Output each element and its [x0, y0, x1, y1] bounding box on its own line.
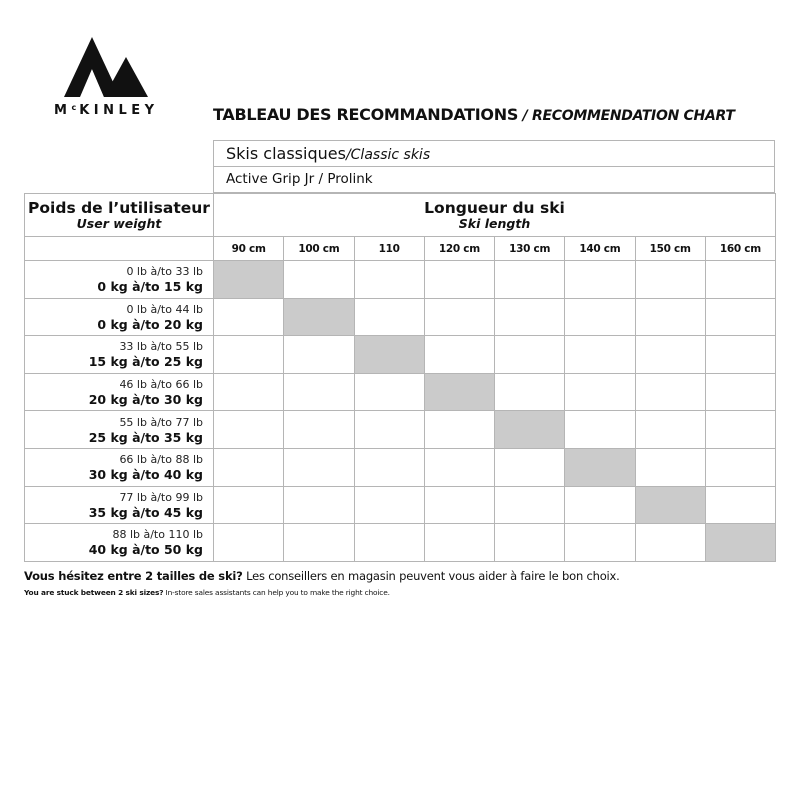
- table-row: [25, 261, 776, 299]
- empty-cell: [354, 298, 424, 336]
- empty-cell: [635, 524, 705, 562]
- weight-kg: 25 kg à/to 35 kg: [88, 429, 203, 445]
- table-row: [25, 373, 776, 411]
- empty-cell: [214, 298, 284, 336]
- empty-cell: [284, 448, 354, 486]
- weight-kg: 20 kg à/to 30 kg: [88, 392, 203, 408]
- weight-lb: 46 lb à/to 66 lb: [119, 378, 203, 392]
- recommended-cell: [354, 336, 424, 374]
- column-header: 90 cm: [214, 237, 284, 261]
- empty-cell: [705, 411, 775, 449]
- empty-cell: [424, 486, 494, 524]
- weight-lb: 55 lb à/to 77 lb: [119, 415, 203, 429]
- table-row: [25, 411, 776, 449]
- page-title: [213, 105, 735, 124]
- header-row: [25, 194, 776, 237]
- weight-kg: 40 kg à/to 50 kg: [88, 542, 203, 558]
- empty-cell: [565, 336, 635, 374]
- empty-cell: [284, 524, 354, 562]
- empty-cell: [705, 373, 775, 411]
- weight-kg: 0 kg à/to 20 kg: [97, 316, 203, 332]
- length-header-en: Ski length: [458, 215, 531, 231]
- empty-cell: [354, 486, 424, 524]
- recommended-cell: [635, 486, 705, 524]
- table-row: [25, 524, 776, 562]
- column-header: 100 cm: [284, 237, 354, 261]
- table-row: [25, 448, 776, 486]
- advice-note-fr: [24, 569, 620, 583]
- empty-cell: [705, 336, 775, 374]
- category-fr: Skis classiques: [226, 144, 346, 163]
- empty-cell: [495, 448, 565, 486]
- empty-cell: [495, 336, 565, 374]
- empty-cell: [354, 411, 424, 449]
- column-header: 110: [354, 237, 424, 261]
- empty-cell: [424, 411, 494, 449]
- column-header: 130 cm: [495, 237, 565, 261]
- recommendation-table: [24, 193, 776, 562]
- empty-cell: [635, 448, 705, 486]
- empty-cell: [284, 486, 354, 524]
- weight-lb: 66 lb à/to 88 lb: [119, 453, 203, 467]
- empty-cell: [705, 298, 775, 336]
- empty-cell: [635, 411, 705, 449]
- category-en: Classic skis: [350, 147, 431, 163]
- empty-cell: [354, 261, 424, 299]
- empty-cell: [284, 336, 354, 374]
- mountain-peaks-icon: [64, 36, 148, 98]
- weight-header: [25, 194, 214, 237]
- empty-cell: [705, 448, 775, 486]
- column-header: 140 cm: [565, 237, 635, 261]
- advice-fr-rest: Les conseillers en magasin peuvent vous aider à faire le bon choix.: [242, 569, 620, 583]
- table-row: [25, 336, 776, 374]
- weight-range-cell: [25, 486, 214, 524]
- weight-range-cell: [25, 411, 214, 449]
- brand-name-prefix: M: [54, 103, 72, 118]
- weight-lb: 33 lb à/to 55 lb: [119, 340, 203, 354]
- empty-cell: [635, 373, 705, 411]
- empty-cell: [565, 486, 635, 524]
- empty-cell: [495, 373, 565, 411]
- weight-header-en: User weight: [76, 215, 162, 231]
- column-header-row: [25, 237, 776, 261]
- empty-cell: [214, 336, 284, 374]
- empty-cell: [214, 448, 284, 486]
- length-header-fr: Longueur du ski: [424, 198, 565, 217]
- table-row: [25, 298, 776, 336]
- length-header: [214, 194, 776, 237]
- empty-cell: [424, 524, 494, 562]
- empty-cell: [495, 261, 565, 299]
- recommended-cell: [284, 298, 354, 336]
- empty-cell: [424, 336, 494, 374]
- brand-name: [54, 103, 159, 118]
- weight-kg: 0 kg à/to 15 kg: [97, 279, 203, 295]
- empty-cell: [565, 524, 635, 562]
- empty-cell: [565, 411, 635, 449]
- weight-kg: 35 kg à/to 45 kg: [88, 504, 203, 520]
- advice-fr-bold: Vous hésitez entre 2 tailles de ski?: [24, 569, 243, 583]
- weight-lb: 77 lb à/to 99 lb: [119, 490, 203, 504]
- empty-cell: [705, 261, 775, 299]
- brand-logo: [52, 36, 167, 126]
- weight-range-cell: [25, 261, 214, 299]
- brand-name-rest: KINLEY: [79, 103, 159, 118]
- empty-cell: [635, 336, 705, 374]
- empty-cell: [565, 373, 635, 411]
- empty-cell: [354, 524, 424, 562]
- advice-en-bold: You are stuck between 2 ski sizes?: [24, 588, 164, 597]
- empty-cell: [424, 261, 494, 299]
- empty-cell: [495, 298, 565, 336]
- empty-cell: [705, 486, 775, 524]
- column-header: 150 cm: [635, 237, 705, 261]
- empty-cell: [354, 448, 424, 486]
- empty-cell: [354, 373, 424, 411]
- empty-cell: [495, 524, 565, 562]
- column-header-empty: [25, 237, 214, 261]
- empty-cell: [495, 486, 565, 524]
- empty-cell: [214, 486, 284, 524]
- weight-kg: 15 kg à/to 25 kg: [88, 354, 203, 370]
- empty-cell: [214, 373, 284, 411]
- weight-range-cell: [25, 524, 214, 562]
- recommended-cell: [565, 448, 635, 486]
- weight-lb: 88 lb à/to 110 lb: [112, 528, 203, 542]
- weight-lb: 0 lb à/to 44 lb: [126, 302, 203, 316]
- product-models: Active Grip Jr / Prolink: [226, 171, 373, 187]
- recommended-cell: [424, 373, 494, 411]
- product-category: [214, 141, 774, 167]
- title-separator: /: [518, 108, 533, 124]
- title-fr: TABLEAU DES RECOMMANDATIONS: [213, 105, 519, 124]
- weight-range-cell: [25, 373, 214, 411]
- product-header: [213, 140, 775, 193]
- weight-header-fr: Poids de l’utilisateur: [28, 198, 210, 217]
- empty-cell: [284, 411, 354, 449]
- category-separator: /: [345, 147, 351, 163]
- weight-range-cell: [25, 336, 214, 374]
- weight-lb: 0 lb à/to 33 lb: [126, 265, 203, 279]
- empty-cell: [424, 448, 494, 486]
- column-header: 160 cm: [705, 237, 775, 261]
- weight-range-cell: [25, 298, 214, 336]
- empty-cell: [635, 261, 705, 299]
- table-row: [25, 486, 776, 524]
- brand-name-sup: c: [71, 103, 80, 112]
- title-en: RECOMMENDATION CHART: [532, 108, 735, 124]
- recommended-cell: [495, 411, 565, 449]
- weight-range-cell: [25, 448, 214, 486]
- empty-cell: [284, 373, 354, 411]
- empty-cell: [424, 298, 494, 336]
- recommended-cell: [214, 261, 284, 299]
- empty-cell: [214, 524, 284, 562]
- column-header: 120 cm: [424, 237, 494, 261]
- advice-en-rest: In-store sales assistants can help you to make the right choice.: [163, 588, 390, 597]
- empty-cell: [635, 298, 705, 336]
- empty-cell: [284, 261, 354, 299]
- advice-note-en: [24, 588, 390, 597]
- empty-cell: [565, 298, 635, 336]
- recommended-cell: [705, 524, 775, 562]
- empty-cell: [565, 261, 635, 299]
- weight-kg: 30 kg à/to 40 kg: [88, 467, 203, 483]
- empty-cell: [214, 411, 284, 449]
